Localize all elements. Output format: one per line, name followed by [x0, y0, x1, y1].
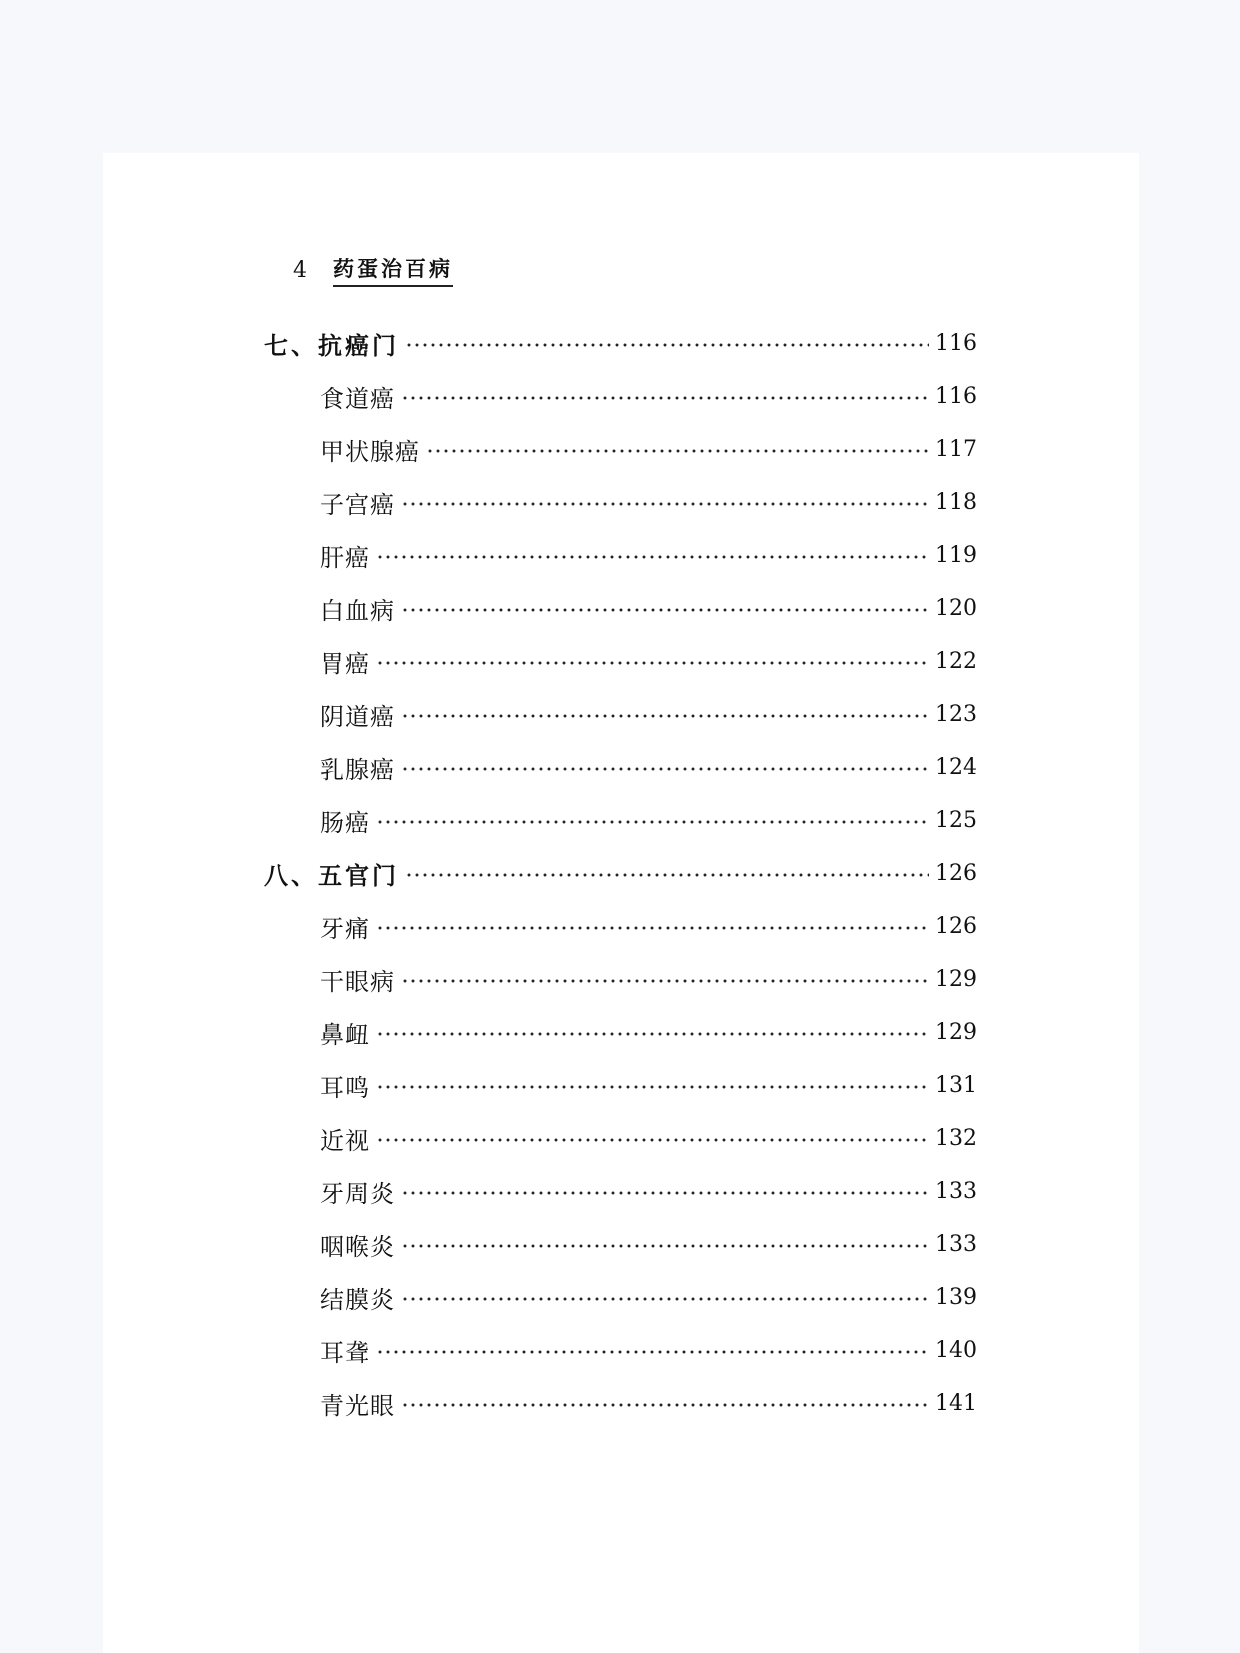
toc-entry-row	[320, 1229, 981, 1259]
running-head	[293, 253, 453, 287]
toc-entry-row	[320, 752, 981, 782]
document-page	[103, 153, 1139, 1653]
toc-page-number: 118	[935, 489, 977, 515]
dot-leader	[376, 925, 929, 931]
dot-leader	[405, 872, 929, 878]
toc-page-number: 117	[935, 436, 977, 462]
toc-label: 肠癌	[320, 808, 370, 837]
toc-label: 食道癌	[320, 384, 395, 413]
dot-leader	[401, 766, 929, 772]
toc-entry-row	[320, 1282, 981, 1312]
toc-section-row	[264, 858, 981, 888]
toc-page-number: 141	[935, 1390, 977, 1416]
toc-page-number: 125	[935, 807, 977, 833]
toc-label: 子宫癌	[320, 490, 395, 519]
toc-entry-row	[320, 487, 981, 517]
dot-leader	[401, 501, 929, 507]
toc-page-number: 126	[935, 860, 977, 886]
toc-label: 耳聋	[320, 1338, 370, 1367]
dot-leader	[376, 554, 929, 560]
page-number: 4	[293, 257, 307, 283]
toc-label: 七、抗癌门	[264, 330, 399, 360]
toc-page-number: 129	[935, 1019, 977, 1045]
toc-page-number: 119	[935, 542, 977, 568]
dot-leader	[401, 1190, 929, 1196]
toc-page-number: 140	[935, 1337, 977, 1363]
toc-page-number: 133	[935, 1231, 977, 1257]
toc-label: 咽喉炎	[320, 1232, 395, 1261]
toc-page-number: 126	[935, 913, 977, 939]
toc-page-number: 122	[935, 648, 977, 674]
toc-entry-row	[320, 1017, 981, 1047]
toc-label: 鼻衄	[320, 1020, 370, 1049]
toc-label: 干眼病	[320, 967, 395, 996]
dot-leader	[426, 448, 929, 454]
dot-leader	[376, 1031, 929, 1037]
toc-entry-row	[320, 540, 981, 570]
toc-label: 牙周炎	[320, 1179, 395, 1208]
toc-entry-row	[320, 1176, 981, 1206]
toc-label: 甲状腺癌	[320, 437, 420, 466]
dot-leader	[401, 1296, 929, 1302]
dot-leader	[401, 713, 929, 719]
dot-leader	[376, 1084, 929, 1090]
toc-entry-row	[320, 911, 981, 941]
dot-leader	[401, 607, 929, 613]
dot-leader	[401, 1402, 929, 1408]
dot-leader	[376, 660, 929, 666]
toc-page-number: 139	[935, 1284, 977, 1310]
toc-label: 乳腺癌	[320, 755, 395, 784]
toc-entry-row	[320, 646, 981, 676]
toc-page-number: 132	[935, 1125, 977, 1151]
toc-label: 白血病	[320, 596, 395, 625]
dot-leader	[401, 1243, 929, 1249]
toc-page-number: 116	[935, 330, 977, 356]
dot-leader	[376, 1349, 929, 1355]
dot-leader	[405, 342, 929, 348]
toc-entry-row	[320, 593, 981, 623]
toc-label: 青光眼	[320, 1391, 395, 1420]
toc-entry-row	[320, 1388, 981, 1418]
toc-entry-row	[320, 805, 981, 835]
toc-page-number: 116	[935, 383, 977, 409]
toc-page-number: 133	[935, 1178, 977, 1204]
toc-page-number: 120	[935, 595, 977, 621]
toc-label: 八、五官门	[264, 860, 399, 890]
toc-page-number: 129	[935, 966, 977, 992]
toc-page-number: 124	[935, 754, 977, 780]
toc-label: 阴道癌	[320, 702, 395, 731]
book-title: 药蛋治百病	[333, 253, 453, 287]
dot-leader	[376, 819, 929, 825]
toc-label: 耳鸣	[320, 1073, 370, 1102]
toc-label: 近视	[320, 1126, 370, 1155]
toc-entry-row	[320, 1335, 981, 1365]
toc-page-number: 123	[935, 701, 977, 727]
toc-label: 肝癌	[320, 543, 370, 572]
toc-entry-row	[320, 1123, 981, 1153]
dot-leader	[401, 395, 929, 401]
dot-leader	[376, 1137, 929, 1143]
toc-label: 结膜炎	[320, 1285, 395, 1314]
toc-section-row	[264, 328, 981, 358]
toc-entry-row	[320, 434, 981, 464]
dot-leader	[401, 978, 929, 984]
toc-entry-row	[320, 381, 981, 411]
toc-label: 胃癌	[320, 649, 370, 678]
toc-entry-row	[320, 1070, 981, 1100]
toc-label: 牙痛	[320, 914, 370, 943]
toc-entry-row	[320, 964, 981, 994]
toc-page-number: 131	[935, 1072, 977, 1098]
toc-entry-row	[320, 699, 981, 729]
